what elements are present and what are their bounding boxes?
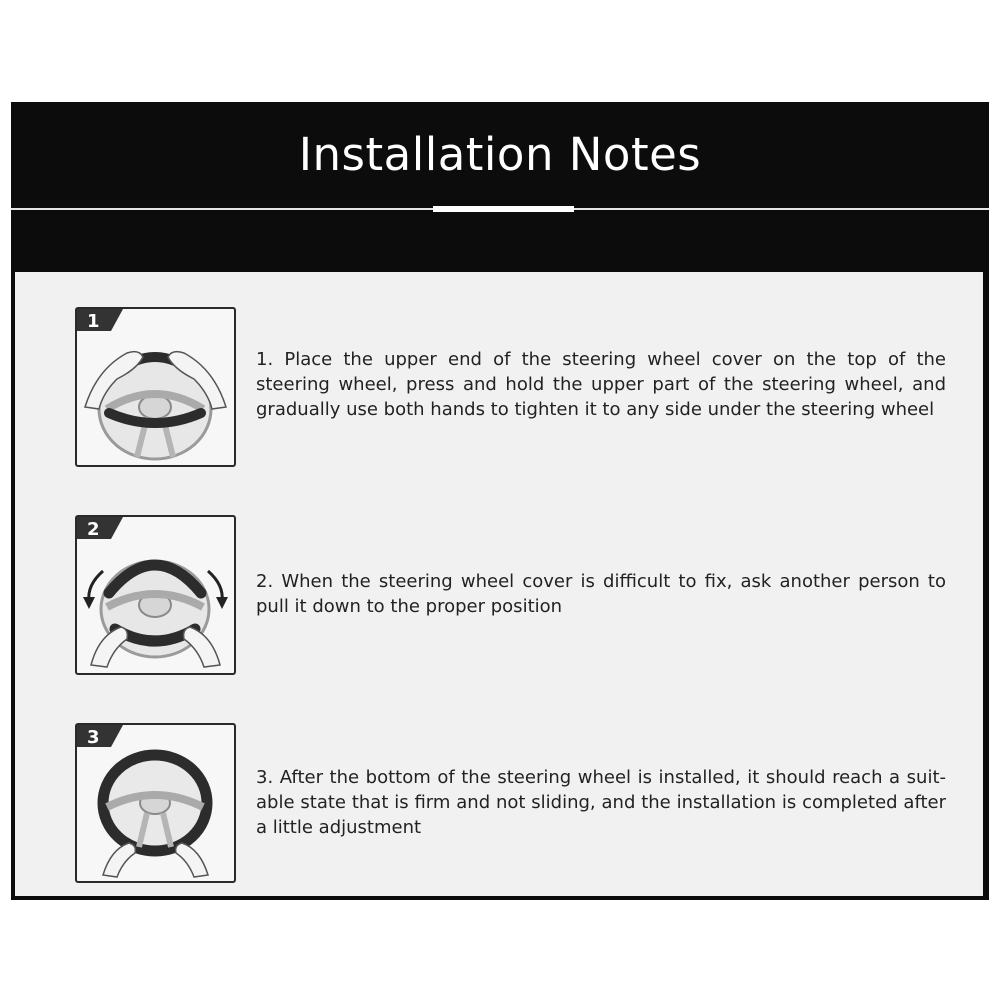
hands-pulling-cover-down-icon — [77, 517, 234, 673]
installation-notes-frame — [11, 102, 989, 900]
step-1 — [15, 307, 983, 467]
step-3-illustration — [75, 723, 236, 883]
step-2-number: 2 — [87, 519, 100, 540]
step-3 — [15, 723, 983, 883]
step-1-number: 1 — [87, 311, 100, 332]
steps-panel — [15, 272, 983, 896]
page-title: Installation Notes — [298, 128, 702, 181]
step-2-illustration — [75, 515, 236, 675]
step-1-text: 1. Place the upper end of the steering wheel cover on the top of the steering wheel, press and hold the upper part of the steering wheel, and gradually use both hands to tighten it to any side under the steering wheel — [256, 349, 946, 420]
installed-cover-wheel-icon — [77, 725, 234, 881]
title-underline — [433, 206, 574, 212]
step-3-number: 3 — [87, 727, 100, 748]
header-band — [11, 102, 989, 270]
step-2-text: 2. When the steering wheel cover is difficult to fix, ask another person to pull it down to the proper position — [256, 571, 946, 617]
step-1-illustration — [75, 307, 236, 467]
hands-pressing-cover-on-wheel-icon — [77, 309, 234, 465]
step-3-text: 3. After the bottom of the steering wheel is installed, it should reach a suit-able state that is firm and not sliding, and the installation is completed after a little adjustment — [256, 767, 946, 838]
step-2 — [15, 515, 983, 675]
